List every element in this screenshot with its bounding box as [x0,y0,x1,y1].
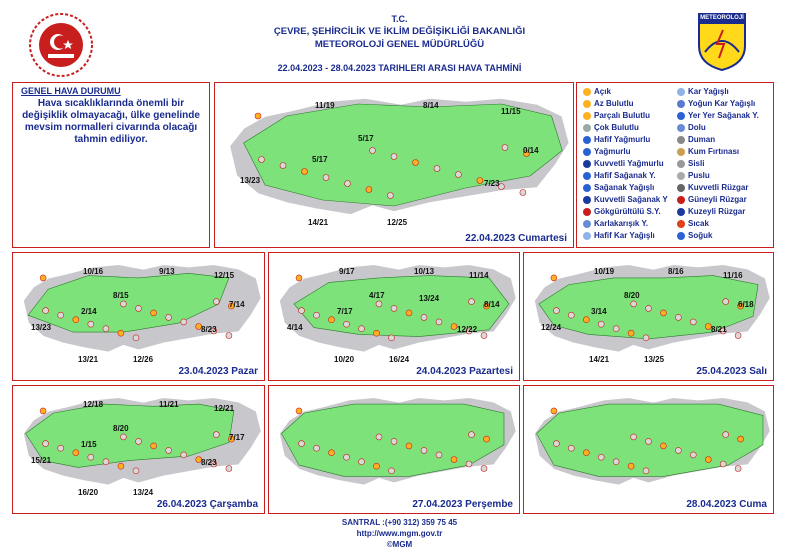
weather-symbol-icon [376,434,382,440]
temperature-label: 13/23 [240,176,261,185]
weather-symbol-icon [675,314,681,320]
legend-label: Çok Bulutlu [594,123,639,132]
weather-symbol-icon [120,301,126,307]
weather-symbol-icon [391,438,397,444]
weather-symbol-icon [387,193,393,199]
temperature-label: 7/17 [337,307,353,316]
legend-label: Sağanak Yağışlı [594,183,655,192]
map-date: 24.04.2023 Pazartesi [416,366,513,377]
weather-symbol-icon [345,181,351,187]
weather-symbol-icon [677,136,685,144]
weather-symbol-icon [413,160,419,166]
temperature-label: 10/16 [83,267,104,276]
legend-label: Dolu [688,123,706,132]
temperature-label: 8/20 [113,424,129,433]
temperature-label: 3/14 [591,307,607,316]
weather-symbol-icon [646,438,652,444]
weather-symbol-icon [677,88,685,96]
weather-symbol-icon [677,148,685,156]
weather-symbol-icon [735,333,741,339]
temperature-label: 14/21 [589,355,610,364]
weather-symbol-icon [613,326,619,332]
legend-item [583,207,661,216]
weather-symbol-icon [226,333,232,339]
legend-label: Hafif Yağmurlu [594,135,651,144]
temperature-label: 11/19 [315,101,335,110]
weather-symbol-icon [690,452,696,458]
weather-symbol-icon [133,335,139,341]
temperature-label: 12/21 [214,404,235,413]
weather-symbol-icon [374,330,380,336]
legend-label: Karlakarışık Y. [594,219,649,228]
weather-symbol-icon [359,459,365,465]
legend-item [583,111,650,120]
legend-label: Parçalı Bulutlu [594,111,651,120]
temperature-label: 16/20 [78,488,99,497]
map-panel-day2 [12,252,265,381]
weather-symbol-icon [583,220,591,228]
map-panel-day3 [268,252,520,381]
temperature-label: 10/13 [414,267,435,276]
weather-symbol-icon [151,310,157,316]
legend-item [677,147,739,156]
weather-symbol-icon [502,145,508,151]
weather-symbol-icon [583,124,591,132]
weather-symbol-icon [677,232,685,240]
temperature-label: 5/17 [358,134,374,143]
weather-symbol-icon [58,312,64,318]
legend-label: Sisli [688,159,705,168]
weather-symbol-icon [103,326,109,332]
weather-symbol-icon [568,445,574,451]
weather-symbol-icon [631,301,637,307]
weather-symbol-icon [302,169,308,175]
weather-symbol-icon [88,321,94,327]
map-date: 23.04.2023 Pazar [178,366,258,377]
legend-item [677,135,715,144]
temperature-label: 9/17 [339,267,355,276]
weather-symbol-icon [40,408,46,414]
weather-symbol-icon [675,447,681,453]
weather-symbol-icon [359,326,365,332]
temperature-label: 1/15 [81,440,97,449]
temperature-label: 9/13 [159,267,175,276]
weather-symbol-icon [296,275,302,281]
map-date: 27.04.2023 Perşembe [412,499,513,510]
legend-label: Hafif Sağanak Y. [594,171,656,180]
weather-symbol-icon [323,175,329,181]
temperature-label: 13/21 [78,355,99,364]
weather-symbol-icon [136,305,142,311]
legend-item [677,87,729,96]
weather-symbol-icon [583,136,591,144]
legend-label: Puslu [688,171,710,180]
summary-box [12,82,210,248]
temperature-label: 11/21 [159,400,179,409]
weather-symbol-icon [314,312,320,318]
weather-symbol-icon [421,314,427,320]
weather-symbol-icon [213,432,219,438]
map-date: 22.04.2023 Cumartesi [465,233,567,244]
weather-symbol-icon [280,163,286,169]
header-directorate: METEOROLOJİ GENEL MÜDÜRLÜĞÜ [314,39,485,50]
footer-website[interactable]: http://www.mgm.gov.tr [356,529,443,538]
legend-item [677,123,706,132]
legend-label: Sıcak [688,219,709,228]
weather-symbol-icon [329,317,335,323]
weather-symbol-icon [677,172,685,180]
legend-item [677,183,748,192]
map-panel-day7 [523,385,774,514]
legend-label: Kuvvetli Sağanak Y [594,195,668,204]
weather-symbol-icon [88,454,94,460]
weather-symbol-icon [677,196,685,204]
weather-symbol-icon [583,100,591,108]
temperature-label: 8/21 [711,325,727,334]
weather-symbol-icon [58,445,64,451]
weather-symbol-icon [553,308,559,314]
legend-label: Yoğun Kar Yağışlı [688,99,756,108]
weather-symbol-icon [677,112,685,120]
weather-symbol-icon [583,88,591,96]
weather-symbol-icon [118,463,124,469]
weather-symbol-icon [484,436,490,442]
temperature-label: 8/14 [484,300,500,309]
weather-symbol-icon [406,310,412,316]
temperature-label: 8/14 [423,101,439,110]
weather-symbol-icon [583,196,591,204]
temperature-label: 5/17 [312,155,328,164]
temperature-label: 11/14 [469,271,489,280]
legend-item [583,135,650,144]
weather-symbol-icon [677,220,685,228]
weather-symbol-icon [421,447,427,453]
weather-symbol-icon [391,154,397,160]
weather-symbol-icon [583,317,589,323]
legend-label: Açık [594,87,611,96]
weather-symbol-icon [296,408,302,414]
weather-symbol-icon [583,160,591,168]
temperature-label: 7/23 [484,179,500,188]
legend-label: Kuvvetli Yağmurlu [594,159,664,168]
weather-symbol-icon [73,450,79,456]
weather-symbol-icon [720,461,726,467]
legend-label: Kuzeyli Rüzgar [688,207,746,216]
legend-item [677,231,712,240]
legend-item [583,231,655,240]
legend-item [677,99,755,108]
temperature-label: 10/20 [334,355,355,364]
map-panel-day6 [268,385,520,514]
map-date: 26.04.2023 Çarşamba [156,499,258,510]
legend-label: Yer Yer Sağanak Y. [688,111,759,120]
header-line1: T.C. [391,14,408,24]
temperature-label: 11/16 [723,271,743,280]
temperature-label: 7/17 [229,433,245,442]
legend-item [583,183,654,192]
weather-symbol-icon [469,299,475,305]
temperature-label: 8/16 [668,267,684,276]
temperature-label: 0/14 [523,146,539,155]
legend-item [583,159,664,168]
legend-item [583,147,630,156]
weather-symbol-icon [120,434,126,440]
weather-symbol-icon [314,445,320,451]
weather-symbol-icon [551,275,557,281]
map-date: 25.04.2023 Salı [696,366,767,377]
weather-symbol-icon [166,447,172,453]
weather-symbol-icon [151,443,157,449]
weather-symbol-icon [628,463,634,469]
temperature-label: 12/15 [214,271,235,280]
header-ministry: ÇEVRE, ŞEHİRCİLİK VE İKLİM DEĞİŞİKLİĞİ BAKANLIĞI [273,26,526,37]
legend-item [583,123,639,132]
temperature-label: 12/22 [457,325,478,334]
weather-symbol-icon [568,312,574,318]
summary-title: GENEL HAVA DURUMU [21,86,121,96]
weather-symbol-icon [370,148,376,154]
map-panel-day4 [523,252,774,381]
weather-symbol-icon [690,319,696,325]
weather-symbol-icon [344,454,350,460]
temperature-label: 12/24 [541,323,562,332]
temperature-label: 13/25 [644,355,665,364]
weather-symbol-icon [735,466,741,472]
weather-symbol-icon [643,468,649,474]
legend-label: Gökgürültülü S.Y. [594,207,661,216]
weather-symbol-icon [583,208,591,216]
weather-symbol-icon [677,208,685,216]
map-panel-day5 [12,385,265,514]
weather-symbol-icon [705,457,711,463]
weather-symbol-icon [677,100,685,108]
temperature-label: 8/23 [201,325,217,334]
map-panel-day1 [214,82,574,248]
weather-symbol-icon [553,441,559,447]
legend-item [583,219,648,228]
legend-item [677,171,710,180]
weather-symbol-icon [481,333,487,339]
weather-symbol-icon [551,408,557,414]
weather-symbol-icon [583,112,591,120]
weather-symbol-icon [389,335,395,341]
weather-symbol-icon [436,319,442,325]
weather-symbol-icon [520,190,526,196]
legend-label: Yağmurlu [594,147,631,156]
weather-symbol-icon [406,443,412,449]
weather-symbol-icon [133,468,139,474]
legend-item [583,171,656,180]
footer-phone: SANTRAL :(+90 312) 359 75 45 [341,518,458,527]
legend-item [677,195,747,204]
legend-label: Kuvvetli Rüzgar [688,183,749,192]
turkey-map [269,386,519,513]
weather-symbol-icon [451,457,457,463]
weather-symbol-icon [628,330,634,336]
weather-symbol-icon [213,299,219,305]
weather-symbol-icon [583,450,589,456]
temperature-label: 2/14 [81,307,97,316]
weather-symbol-icon [299,441,305,447]
weather-symbol-icon [677,184,685,192]
meteoroloji-logo [697,12,747,72]
temperature-label: 8/23 [201,458,217,467]
temperature-label: 4/14 [287,323,303,332]
weather-symbol-icon [613,459,619,465]
weather-symbol-icon [166,314,172,320]
temperature-label: 14/21 [308,218,329,227]
legend-label: Duman [688,135,716,144]
temperature-label: 16/24 [389,355,410,364]
weather-symbol-icon [391,305,397,311]
weather-symbol-icon [73,317,79,323]
temperature-label: 11/15 [501,107,521,116]
turkey-map [524,386,773,513]
temperature-label: 6/18 [738,300,754,309]
weather-symbol-icon [583,184,591,192]
weather-symbol-icon [376,301,382,307]
legend-label: Güneyli Rüzgar [688,195,747,204]
weather-symbol-icon [660,443,666,449]
legend-box [576,82,774,248]
weather-symbol-icon [677,160,685,168]
temperature-label: 10/19 [594,267,615,276]
temperature-label: 4/17 [369,291,385,300]
legend-label: Hafif Kar Yağışlı [594,231,655,240]
temperature-label: 15/21 [31,456,52,465]
weather-symbol-icon [40,275,46,281]
temperature-label: 8/20 [624,291,640,300]
forecast-period: 22.04.2023 - 28.04.2023 TARIHLERI ARASI HAVA TAHMİNİ [277,63,522,73]
weather-symbol-icon [583,232,591,240]
temperature-label: 7/14 [229,300,245,309]
weather-symbol-icon [181,452,187,458]
weather-symbol-icon [136,438,142,444]
temperature-label: 13/24 [133,488,154,497]
footer-copyright: ©MGM [386,540,413,549]
map-date: 28.04.2023 Cuma [686,499,767,510]
weather-symbol-icon [374,463,380,469]
legend-item [583,195,668,204]
weather-symbol-icon [469,432,475,438]
summary-text: Hava sıcaklıklarında önemli bir değişiklik olmayacağı, ülke genelinde mevsim normalleri civarında olacağı tahmin ediliyor. [22,98,200,145]
weather-symbol-icon [43,308,49,314]
weather-symbol-icon [738,436,744,442]
weather-symbol-icon [631,434,637,440]
weather-symbol-icon [477,178,483,184]
temperature-label: 12/26 [133,355,154,364]
meteoroloji-logo-text: METEOROLOJİ [700,15,744,21]
legend-label: Az Bulutlu [594,99,634,108]
rain-area [244,104,563,206]
temperature-label: 13/24 [419,294,440,303]
weather-symbol-icon [723,432,729,438]
weather-symbol-icon [344,321,350,327]
legend-label: Soğuk [688,231,713,240]
weather-symbol-icon [366,187,372,193]
legend-item [583,99,634,108]
legend-label: Kar Yağışlı [688,87,729,96]
temperature-label: 13/23 [31,323,52,332]
weather-symbol-icon [583,172,591,180]
legend-item [583,87,611,96]
weather-symbol-icon [677,124,685,132]
weather-symbol-icon [481,466,487,472]
legend-item [677,207,745,216]
weather-symbol-icon [723,299,729,305]
legend-label: Kum Fırtınası [688,147,740,156]
weather-symbol-icon [455,172,461,178]
weather-symbol-icon [598,454,604,460]
weather-symbol-icon [660,310,666,316]
temperature-label: 12/25 [387,218,408,227]
weather-symbol-icon [389,468,395,474]
weather-symbol-icon [255,113,261,119]
weather-symbol-icon [466,461,472,467]
weather-symbol-icon [299,308,305,314]
weather-symbol-icon [583,148,591,156]
temperature-label: 12/18 [83,400,104,409]
temperature-label: 8/15 [113,291,129,300]
weather-symbol-icon [434,166,440,172]
weather-symbol-icon [646,305,652,311]
weather-symbol-icon [259,157,265,163]
weather-symbol-icon [643,335,649,341]
weather-symbol-icon [329,450,335,456]
legend-item [677,111,759,120]
weather-symbol-icon [43,441,49,447]
weather-symbol-icon [103,459,109,465]
weather-symbol-icon [118,330,124,336]
weather-symbol-icon [598,321,604,327]
weather-symbol-icon [181,319,187,325]
weather-symbol-icon [436,452,442,458]
legend-item [677,219,709,228]
weather-symbol-icon [226,466,232,472]
legend-item [677,159,704,168]
